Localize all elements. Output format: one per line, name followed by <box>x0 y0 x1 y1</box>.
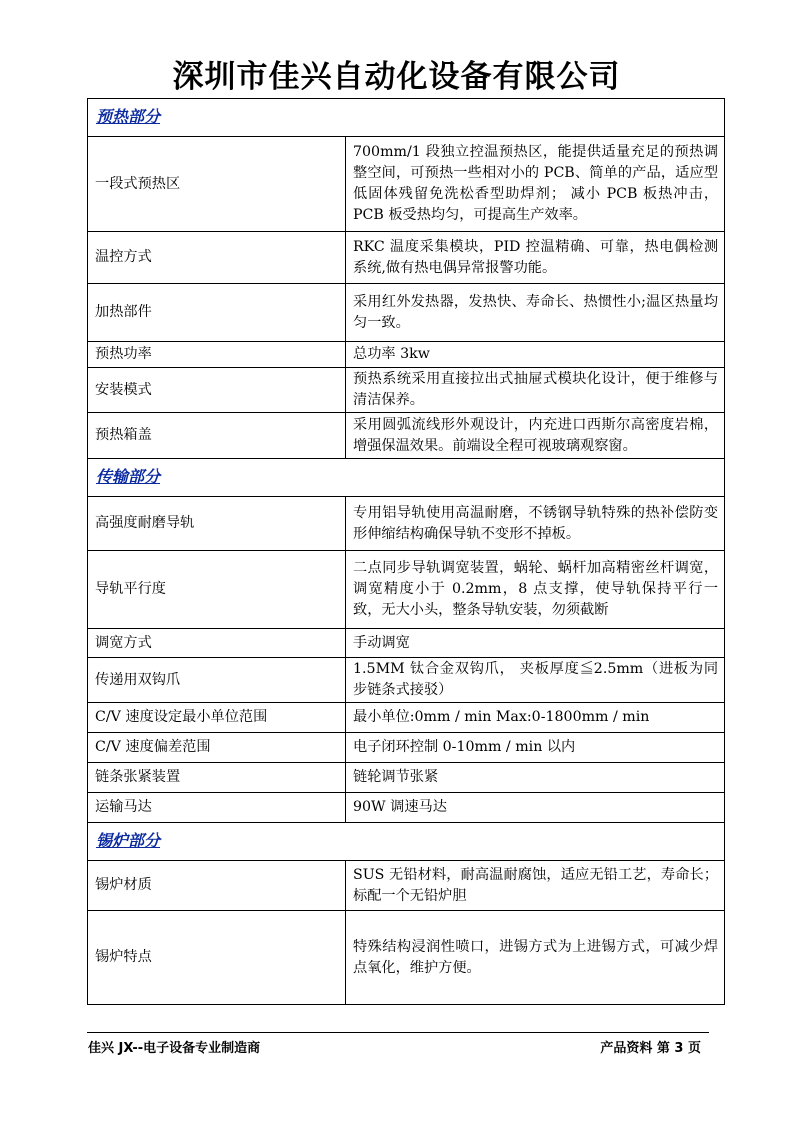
row-value: 特殊结构浸润性喷口，进锡方式为上进锡方式，可减少焊点氧化，维护方便。 <box>346 911 725 1005</box>
row-label: 预热箱盖 <box>88 413 346 459</box>
table-row <box>88 497 725 551</box>
row-value: 1.5MM 钛合金双钩爪， 夹板厚度≦2.5mm（进板为同步链条式接驳） <box>346 658 725 703</box>
row-label: 运输马达 <box>88 793 346 823</box>
row-value: 专用铝导轨使用高温耐磨，不锈钢导轨特殊的热补偿防变形伸缩结构确保导轨不变形不掉板。 <box>346 497 725 551</box>
row-value: SUS 无铅材料，耐高温耐腐蚀，适应无铅工艺，寿命长；标配一个无铅炉胆 <box>346 861 725 911</box>
spec-table <box>87 98 725 1005</box>
row-label: 高强度耐磨导轨 <box>88 497 346 551</box>
table-row <box>88 733 725 763</box>
row-label: 导轨平行度 <box>88 551 346 629</box>
row-label: C/V 速度设定最小单位范围 <box>88 703 346 733</box>
row-label: 链条张紧装置 <box>88 763 346 793</box>
table-row <box>88 703 725 733</box>
section-title-solder-pot: 锡炉部分 <box>96 831 161 850</box>
table-row <box>88 232 725 284</box>
row-value: 电子闭环控制 0-10mm / min 以内 <box>346 733 725 763</box>
table-row <box>88 137 725 232</box>
row-value: RKC 温度采集模块，PID 控温精确、可靠，热电偶检测系统,做有热电偶异常报警功能。 <box>346 232 725 284</box>
row-label: 温控方式 <box>88 232 346 284</box>
page-title: 深圳市佳兴自动化设备有限公司 <box>172 59 621 95</box>
section-header-row <box>88 459 725 497</box>
section-header-row <box>88 823 725 861</box>
row-value: 最小单位:0mm / min Max:0-1800mm / min <box>346 703 725 733</box>
row-value: 二点同步导轨调宽装置，蜗轮、蜗杆加高精密丝杆调宽，调宽精度小于 0.2mm，8 点支撑，使导轨保持平行一致，无大小头，整条导轨安装，勿须截断 <box>346 551 725 629</box>
row-value: 采用红外发热器，发热快、寿命长、热惯性小;温区热量均匀一致。 <box>346 284 725 342</box>
table-row <box>88 658 725 703</box>
row-value: 总功率 3kw <box>346 342 725 368</box>
row-label: 锡炉特点 <box>88 911 346 1005</box>
row-label: C/V 速度偏差范围 <box>88 733 346 763</box>
table-row <box>88 629 725 658</box>
row-value: 90W 调速马达 <box>346 793 725 823</box>
table-row <box>88 284 725 342</box>
row-label: 预热功率 <box>88 342 346 368</box>
row-value: 预热系统采用直接拉出式抽屉式模块化设计，便于维修与清洁保养。 <box>346 368 725 413</box>
row-label: 传递用双钩爪 <box>88 658 346 703</box>
table-row <box>88 763 725 793</box>
row-value: 采用圆弧流线形外观设计，内充进口西斯尔高密度岩棉，增强保温效果。前端设全程可视玻璃观察窗。 <box>346 413 725 459</box>
row-label: 锡炉材质 <box>88 861 346 911</box>
footer-company-tagline: 佳兴 JX--电子设备专业制造商 <box>88 1041 261 1056</box>
row-label: 调宽方式 <box>88 629 346 658</box>
table-row <box>88 551 725 629</box>
table-row <box>88 861 725 911</box>
table-row <box>88 911 725 1005</box>
row-label: 一段式预热区 <box>88 137 346 232</box>
table-row <box>88 342 725 368</box>
footer-page-number: 产品资料 第 3 页 <box>600 1041 701 1056</box>
footer-divider <box>87 1032 709 1033</box>
section-title-transport: 传输部分 <box>96 467 161 486</box>
row-value: 手动调宽 <box>346 629 725 658</box>
table-row <box>88 368 725 413</box>
table-row <box>88 793 725 823</box>
row-value: 700mm/1 段独立控温预热区，能提供适量充足的预热调整空间，可预热一些相对小的 PCB、简单的产品，适应型低固体残留免洗松香型助焊剂； 减小 PCB 板热冲击，PCB 板受热均匀，可提高生产效率。 <box>346 137 725 232</box>
row-value: 链轮调节张紧 <box>346 763 725 793</box>
row-label: 加热部件 <box>88 284 346 342</box>
section-title-preheat: 预热部分 <box>96 107 161 126</box>
row-label: 安装模式 <box>88 368 346 413</box>
section-header-row <box>88 99 725 137</box>
table-row <box>88 413 725 459</box>
